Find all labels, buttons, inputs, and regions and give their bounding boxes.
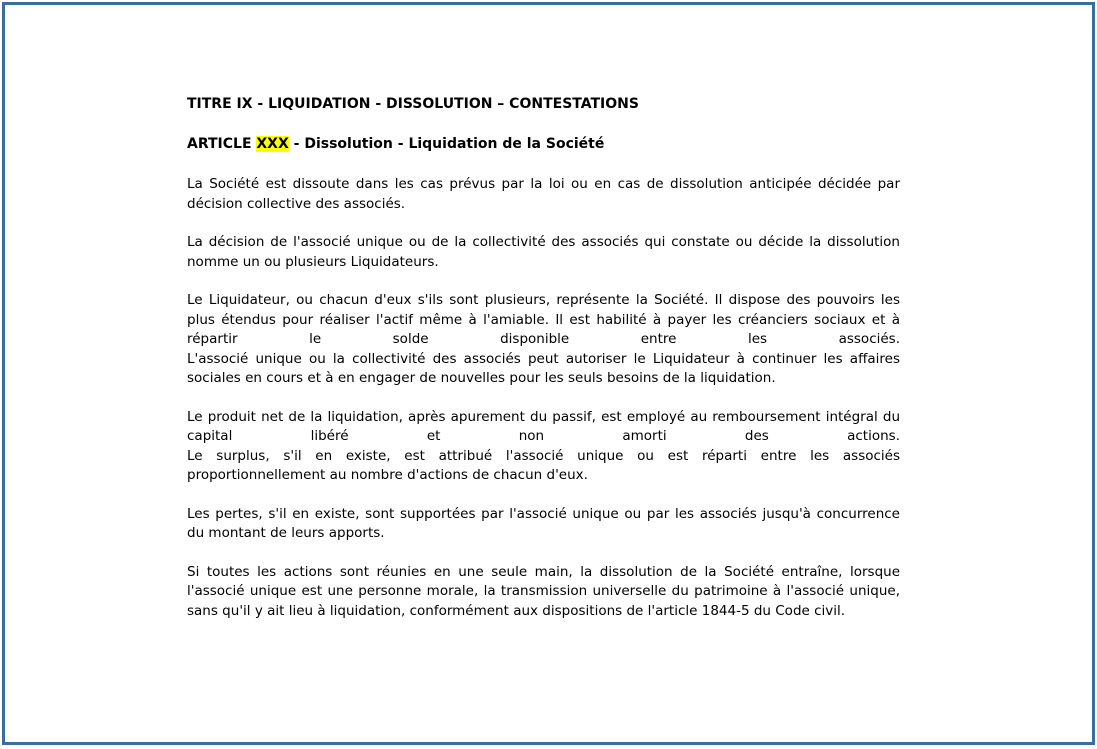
paragraph-text: Le surplus, s'il en existe, est attribué l'associé unique ou est réparti entre les associés proportionnellement au nombre d'actions de chacun d'eux.	[187, 447, 900, 483]
paragraph	[187, 175, 900, 214]
paragraph-text: Le produit net de la liquidation, après apurement du passif, est employé au remboursement intégral du capital libéré et non amorti des actions.	[187, 408, 900, 444]
paragraph	[187, 505, 900, 544]
article-heading-prefix: ARTICLE	[187, 135, 257, 152]
document-title: TITRE IX - LIQUIDATION - DISSOLUTION – CONTESTATIONS	[187, 96, 639, 112]
paragraph	[187, 563, 900, 622]
paragraph	[187, 408, 900, 486]
paragraph-text: La décision de l'associé unique ou de la collectivité des associés qui constate ou décide la dissolution nomme un ou plusieurs Liquidateurs.	[187, 234, 900, 270]
paragraph-text: Les pertes, s'il en existe, sont supportées par l'associé unique ou par les associés jusqu'à concurrence du montant de leurs apports.	[187, 505, 900, 541]
paragraph-text: Si toutes les actions sont réunies en une seule main, la dissolution de la Société entraîne, lorsque l'associé unique est une personne morale, la transmission universelle du patrimoine à l'associé unique, sans qu'il y ait lieu à liquidation, conformément aux dispositions de l'article 1844-5 du Code civil.	[187, 563, 900, 619]
paragraph-text: Le Liquidateur, ou chacun d'eux s'ils sont plusieurs, représente la Société. Il dispose des pouvoirs les plus étendus pour réaliser l'actif même à l'amiable. Il est habilité à payer les créanciers sociaux et à répartir le solde disponible entre les associés.	[187, 292, 900, 347]
article-heading	[187, 135, 900, 155]
document-page	[2, 2, 1095, 745]
article-heading-suffix: - Dissolution - Liquidation de la Société	[288, 135, 605, 152]
article-number-placeholder: XXX	[256, 135, 289, 152]
paragraph-text: La Société est dissoute dans les cas prévus par la loi ou en cas de dissolution anticipée décidée par décision collective des associés.	[187, 176, 900, 212]
paragraph	[187, 233, 900, 272]
document-body	[187, 175, 900, 621]
paragraph	[187, 291, 900, 389]
document-content	[5, 5, 1092, 621]
paragraph-text: L'associé unique ou la collectivité des associés peut autoriser le Liquidateur à continuer les affaires sociales en cours et à en engager de nouvelles pour les seuls besoins de la liquidation.	[187, 350, 900, 386]
